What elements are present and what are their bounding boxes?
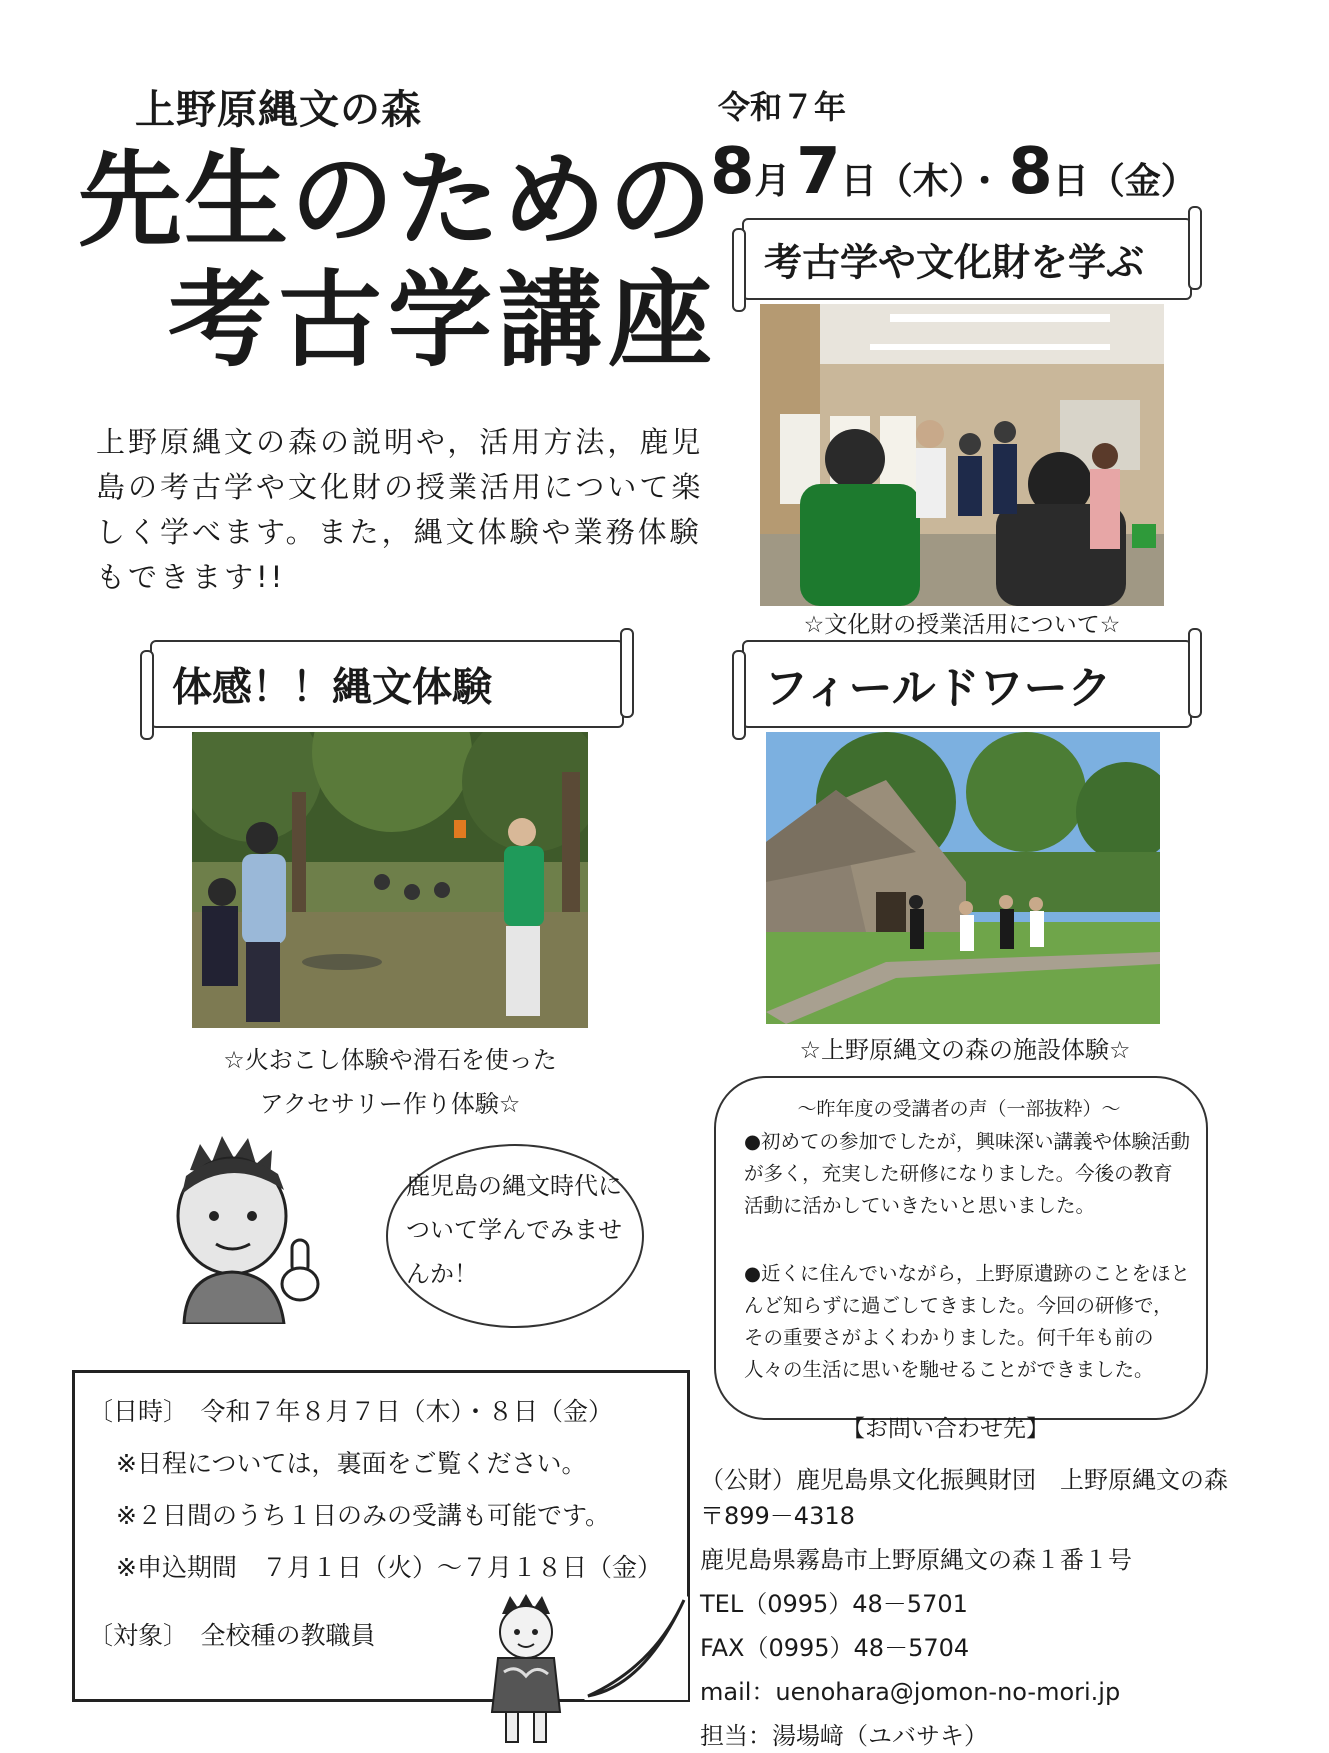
banner-field [742, 640, 1192, 728]
contact-postal-code: 〒899－4318 [700, 1502, 855, 1530]
banner-koko [742, 218, 1192, 300]
banner-field-label: フィールドワーク [764, 663, 1112, 714]
date-day1-unit: 日（木）・ [840, 161, 1003, 202]
target-audience: 〔対象〕 全校種の教職員 [88, 1621, 376, 1650]
event-date [710, 135, 1197, 209]
contact-fax: FAX（0995）48－5704 [700, 1634, 970, 1662]
pit-dwelling-photo [766, 732, 1160, 1024]
banner-taikan-label: 体感！！縄文体験 [172, 664, 492, 711]
schedule-datetime: 〔日時〕 令和７年８月７日（木）・８日（金） [88, 1397, 614, 1426]
testimonial-item: ●初めての参加でしたが，興味深い講義や体験活動が多く，充実した研修になりました。今後の教育活動に活かしていきたいと思いました。 [744, 1130, 1191, 1217]
date-month-unit: 月 [754, 161, 791, 202]
date-month: 8 [710, 135, 755, 209]
page-title-line1: 先生のための [78, 139, 715, 261]
banner-koko-label: 考古学や文化財を学ぶ [764, 240, 1145, 285]
schedule-note: ※２日間のうち１日のみの受講も可能です。 [116, 1501, 610, 1530]
contact-person: 担当：湯場﨑（ユバサキ） [700, 1722, 988, 1750]
era-label: 令和７年 [718, 88, 847, 126]
application-period: ※申込期間 ７月１日（火）～７月１８日（金） [116, 1553, 662, 1582]
testimonial-item: ●近くに住んでいながら，上野原遺跡のことをほとんど知らずに過ごしてきました。今回の研修で，その重要さがよくわかりました。何千年も前の人々の生活に思いを馳せることができました。 [744, 1262, 1191, 1381]
contact-email: mail：uenohara@jomon-no-mori.jp [700, 1678, 1121, 1706]
contact-phone: TEL（0995）48－5701 [700, 1590, 968, 1618]
page-title-line2: 考古学講座 [168, 259, 719, 381]
fire-making-photo [192, 732, 588, 1028]
date-day2: 8 [1008, 135, 1053, 209]
schedule-note: ※日程については，裏面をご覧ください。 [116, 1449, 587, 1478]
contact-address: 鹿児島県霧島市上野原縄文の森１番１号 [700, 1546, 1132, 1574]
subtitle: 上野原縄文の森 [135, 87, 422, 133]
intro-text: 上野原縄文の森の説明や，活用方法，鹿児島の考古学や文化財の授業活用について楽しく学べます。また，縄文体験や業務体験もできます!! [96, 425, 704, 594]
speech-bubble-text: 鹿児島の縄文時代について学んでみませんか！ [406, 1172, 622, 1288]
date-day1: 7 [796, 135, 841, 209]
museum-caption: ☆文化財の授業活用について☆ [803, 612, 1121, 638]
testimonials-heading: ～昨年度の受講者の声（一部抜粋）～ [797, 1098, 1121, 1120]
cartoon-jomon-child [480, 1592, 572, 1749]
museum-photo [760, 304, 1164, 606]
page-curl-corner [584, 1596, 688, 1700]
date-day2-unit: 日（金） [1052, 161, 1197, 202]
cartoon-boy-pointing [160, 1124, 340, 1324]
huts-caption: ☆上野原縄文の森の施設体験☆ [799, 1036, 1131, 1064]
fire-caption-line1: ☆火おこし体験や滑石を使った [223, 1046, 557, 1074]
contact-heading: 【お問い合わせ先】 [842, 1416, 1049, 1442]
contact-organization: （公財）鹿児島県文化振興財団 上野原縄文の森 [700, 1466, 1228, 1494]
banner-taikan [150, 640, 624, 728]
fire-caption-line2: アクセサリー作り体験☆ [259, 1090, 521, 1118]
